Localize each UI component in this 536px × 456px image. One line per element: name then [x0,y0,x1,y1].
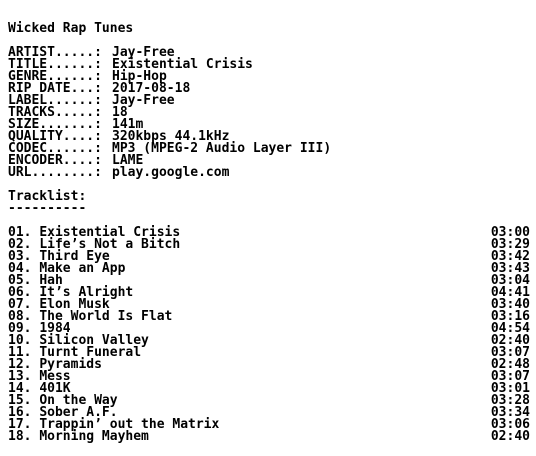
track-duration: 02:40 [490,429,530,444]
metadata-value: MP3 (MPEG-2 Audio Layer III) [112,141,332,156]
track-number: 10. [8,333,32,348]
metadata-value: Existential Crisis [112,57,253,72]
track-duration: 02:40 [490,333,530,348]
track-row [8,311,530,323]
track-name: Turnt Funeral [39,345,142,360]
metadata-key: URL........: [8,165,102,180]
metadata-value: 141m [112,117,144,132]
track-title [8,431,149,443]
track-number: 17. [8,417,32,432]
metadata-key: TITLE......: [8,57,102,72]
track-name: Pyramids [39,357,102,372]
track-duration: 03:40 [490,297,530,312]
metadata-key: QUALITY....: [8,129,102,144]
track-name: Trappin’ out the Matrix [39,417,220,432]
track-duration: 04:54 [490,321,530,336]
metadata-value: LAME [112,153,144,168]
metadata-value: Hip-Hop [112,69,167,84]
track-number: 14. [8,381,32,396]
tracklist-heading: Tracklist: [8,189,87,204]
track-row [8,431,530,443]
metadata-value: 18 [112,105,128,120]
track-name: Hah [39,273,63,288]
track-name: Existential Crisis [39,225,181,240]
track-number: 04. [8,261,32,276]
metadata-key: LABEL......: [8,93,102,108]
track-name: 401K [39,381,71,396]
metadata-value: 320kbps 44.1kHz [112,129,230,144]
track-name: Silicon Valley [39,333,149,348]
track-row [8,263,530,275]
track-number: 11. [8,345,32,360]
nfo-document [8,23,530,443]
track-duration: 02:48 [490,357,530,372]
track-number: 13. [8,369,32,384]
track-name: It’s Alright [39,285,134,300]
track-duration: 03:29 [490,237,530,252]
track-name: Morning Mayhem [39,429,149,444]
metadata-key: GENRE......: [8,69,102,84]
track-number: 05. [8,273,32,288]
track-duration: 03:34 [490,405,530,420]
track-duration: 03:06 [490,417,530,432]
track-number: 16. [8,405,32,420]
metadata-value: Jay-Free [112,93,175,108]
track-duration: 03:42 [490,249,530,264]
track-number: 02. [8,237,32,252]
tracklist-rule: ---------- [8,201,87,216]
metadata-key: ENCODER....: [8,153,102,168]
metadata-key: ARTIST.....: [8,45,102,60]
track-number: 08. [8,309,32,324]
track-name: The World Is Flat [39,309,173,324]
track-number: 18. [8,429,32,444]
metadata-key: TRACKS.....: [8,105,102,120]
track-name: Make an App [39,261,126,276]
document-title: Wicked Rap Tunes [8,21,134,36]
spacer [8,179,530,191]
metadata-value: 2017-08-18 [112,81,191,96]
track-duration: 03:28 [490,393,530,408]
metadata-row [8,167,530,179]
track-number: 12. [8,357,32,372]
track-number: 07. [8,297,32,312]
tracklist [8,227,530,443]
metadata-key: RIP DATE...: [8,81,102,96]
track-name: Sober A.F. [39,405,118,420]
track-duration: 03:01 [490,381,530,396]
track-number: 06. [8,285,32,300]
track-duration: 03:16 [490,309,530,324]
track-duration: 03:43 [490,261,530,276]
metadata-key: SIZE.......: [8,117,102,132]
track-duration: 03:00 [490,225,530,240]
metadata-value: Jay-Free [112,45,175,60]
track-row [8,371,530,383]
metadata-block [8,47,530,179]
track-name: On the Way [39,393,118,408]
track-duration: 03:07 [490,345,530,360]
track-name: 1984 [39,321,71,336]
track-number: 01. [8,225,32,240]
track-duration: 03:04 [490,273,530,288]
track-number: 15. [8,393,32,408]
track-name: Elon Musk [39,297,110,312]
track-number: 03. [8,249,32,264]
track-duration: 03:07 [490,369,530,384]
track-row [8,359,530,371]
track-duration: 04:41 [490,285,530,300]
track-number: 09. [8,321,32,336]
track-name: Third Eye [39,249,110,264]
metadata-value: play.google.com [112,165,230,180]
track-name: Mess [39,369,71,384]
metadata-key: CODEC......: [8,141,102,156]
track-name: Life’s Not a Bitch [39,237,181,252]
